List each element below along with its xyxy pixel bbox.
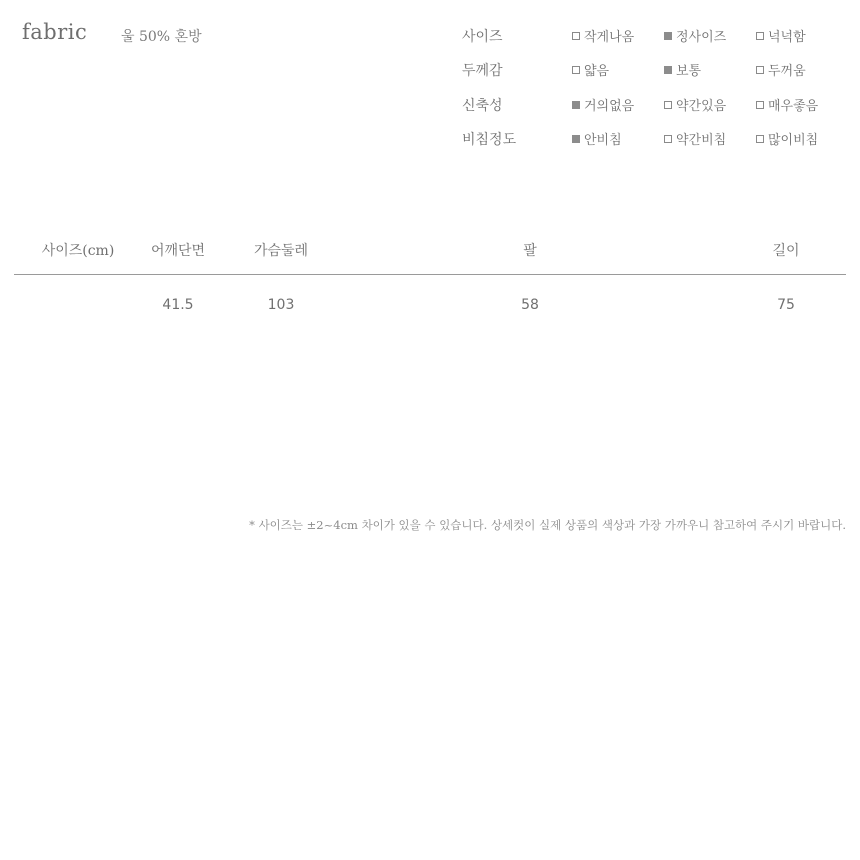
unchecked-box-icon — [756, 101, 764, 109]
column-header-chest: 가슴둘레 — [253, 243, 309, 259]
option-item — [664, 95, 726, 114]
column-header-size: 사이즈(cm) — [41, 243, 115, 259]
option-item — [664, 26, 726, 45]
checked-box-icon — [664, 66, 672, 74]
option-item — [572, 26, 634, 45]
option-item — [572, 60, 609, 79]
table-cell-length: 75 — [777, 297, 795, 313]
option-label: 약간있음 — [676, 99, 727, 114]
option-label: 정사이즈 — [676, 30, 727, 45]
option-item — [572, 95, 634, 114]
option-label: 두꺼움 — [768, 64, 806, 79]
option-item — [756, 129, 818, 148]
column-header-length: 길이 — [772, 243, 800, 259]
attribute-name: 사이즈 — [462, 29, 503, 45]
option-label: 얇음 — [584, 64, 610, 79]
column-header-shoulder: 어깨단면 — [150, 243, 206, 259]
attribute-name: 두께감 — [462, 63, 503, 79]
unchecked-box-icon — [572, 66, 580, 74]
table-cell-chest: 103 — [267, 297, 295, 313]
size-notice: * 사이즈는 ±2~4cm 차이가 있을 수 있습니다. 상세컷이 실제 상품의 색상과 가장 가까우니 참고하여 주시기 바랍니다. — [249, 518, 846, 532]
checked-box-icon — [572, 101, 580, 109]
option-label: 약간비침 — [676, 133, 727, 148]
unchecked-box-icon — [756, 32, 764, 40]
option-label: 넉넉함 — [768, 30, 806, 45]
option-item — [756, 26, 806, 45]
header-divider — [14, 274, 846, 275]
attribute-name: 신축성 — [462, 98, 503, 114]
unchecked-box-icon — [664, 135, 672, 143]
option-label: 안비침 — [584, 133, 622, 148]
option-label: 매우좋음 — [768, 99, 819, 114]
checked-box-icon — [572, 135, 580, 143]
option-item — [756, 60, 806, 79]
column-header-sleeve: 팔 — [523, 243, 537, 259]
option-item — [664, 60, 701, 79]
option-label: 많이비침 — [768, 133, 819, 148]
option-label: 작게나옴 — [584, 30, 635, 45]
option-item — [664, 129, 726, 148]
option-item — [756, 95, 818, 114]
fabric-label: fabric — [22, 20, 88, 44]
fabric-composition: 울 50% 혼방 — [121, 29, 202, 45]
unchecked-box-icon — [756, 135, 764, 143]
unchecked-box-icon — [756, 66, 764, 74]
table-cell-sleeve: 58 — [521, 297, 539, 313]
option-label: 보통 — [676, 64, 702, 79]
table-cell-shoulder: 41.5 — [162, 297, 194, 313]
unchecked-box-icon — [664, 101, 672, 109]
option-label: 거의없음 — [584, 99, 635, 114]
option-item — [572, 129, 622, 148]
attribute-name: 비침정도 — [462, 132, 517, 148]
unchecked-box-icon — [572, 32, 580, 40]
checked-box-icon — [664, 32, 672, 40]
